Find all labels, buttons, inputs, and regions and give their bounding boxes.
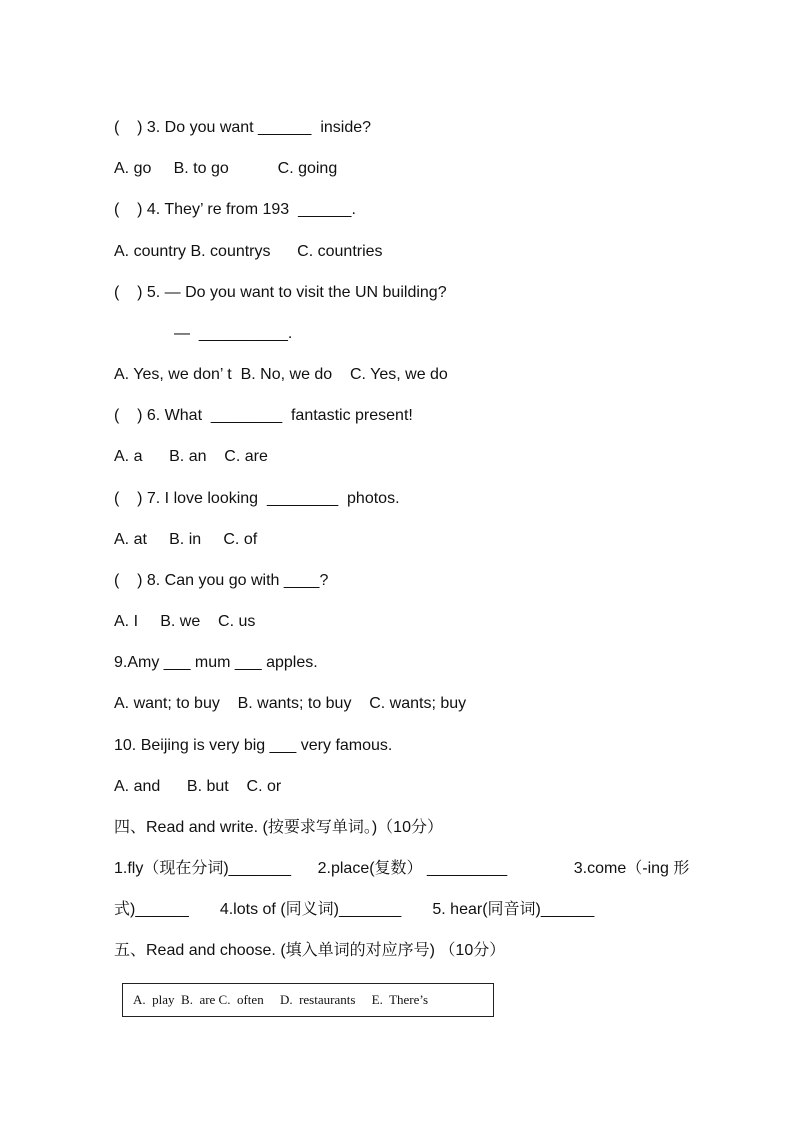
question-8: ( ) 8. Can you go with ____? [114, 572, 329, 589]
question-5: ( ) 5. — Do you want to visit the UN building? [114, 284, 447, 301]
question-5-options: A. Yes, we don’ t B. No, we do C. Yes, we do [114, 366, 448, 383]
question-7: ( ) 7. I love looking ________ photos. [114, 490, 400, 507]
question-4: ( ) 4. They’ re from 193 ______. [114, 201, 356, 218]
question-3-options: A. go B. to go C. going [114, 160, 338, 177]
question-10: 10. Beijing is very big ___ very famous. [114, 737, 393, 754]
question-9-options: A. want; to buy B. wants; to buy C. wants; buy [114, 695, 467, 712]
question-4-options: A. country B. countrys C. countries [114, 243, 383, 260]
question-9: 9.Amy ___ mum ___ apples. [114, 654, 318, 671]
question-5-answer-line: — __________. [174, 325, 293, 342]
question-3: ( ) 3. Do you want ______ inside? [114, 119, 372, 136]
question-7-options: A. at B. in C. of [114, 531, 258, 548]
question-6: ( ) 6. What ________ fantastic present! [114, 407, 413, 424]
question-8-options: A. I B. we C. us [114, 613, 256, 630]
section-5-heading: 五、Read and choose. (填入单词的对应序号) （10分） [114, 942, 506, 959]
question-10-options: A. and B. but C. or [114, 778, 282, 795]
section-4-items-row-1: 1.fly（现在分词)_______ 2.place(复数） _________ 3.come（-ing 形 [114, 860, 690, 877]
question-6-options: A. a B. an C. are [114, 448, 268, 465]
section-4-heading: 四、Read and write. (按要求写单词。)（10分） [114, 819, 443, 836]
word-bank-box: A. play B. are C. often D. restaurants E. There’s [122, 983, 494, 1017]
section-4-items-row-2: 式)______ 4.lots of (同义词)_______ 5. hear(同音词)______ [114, 901, 595, 918]
